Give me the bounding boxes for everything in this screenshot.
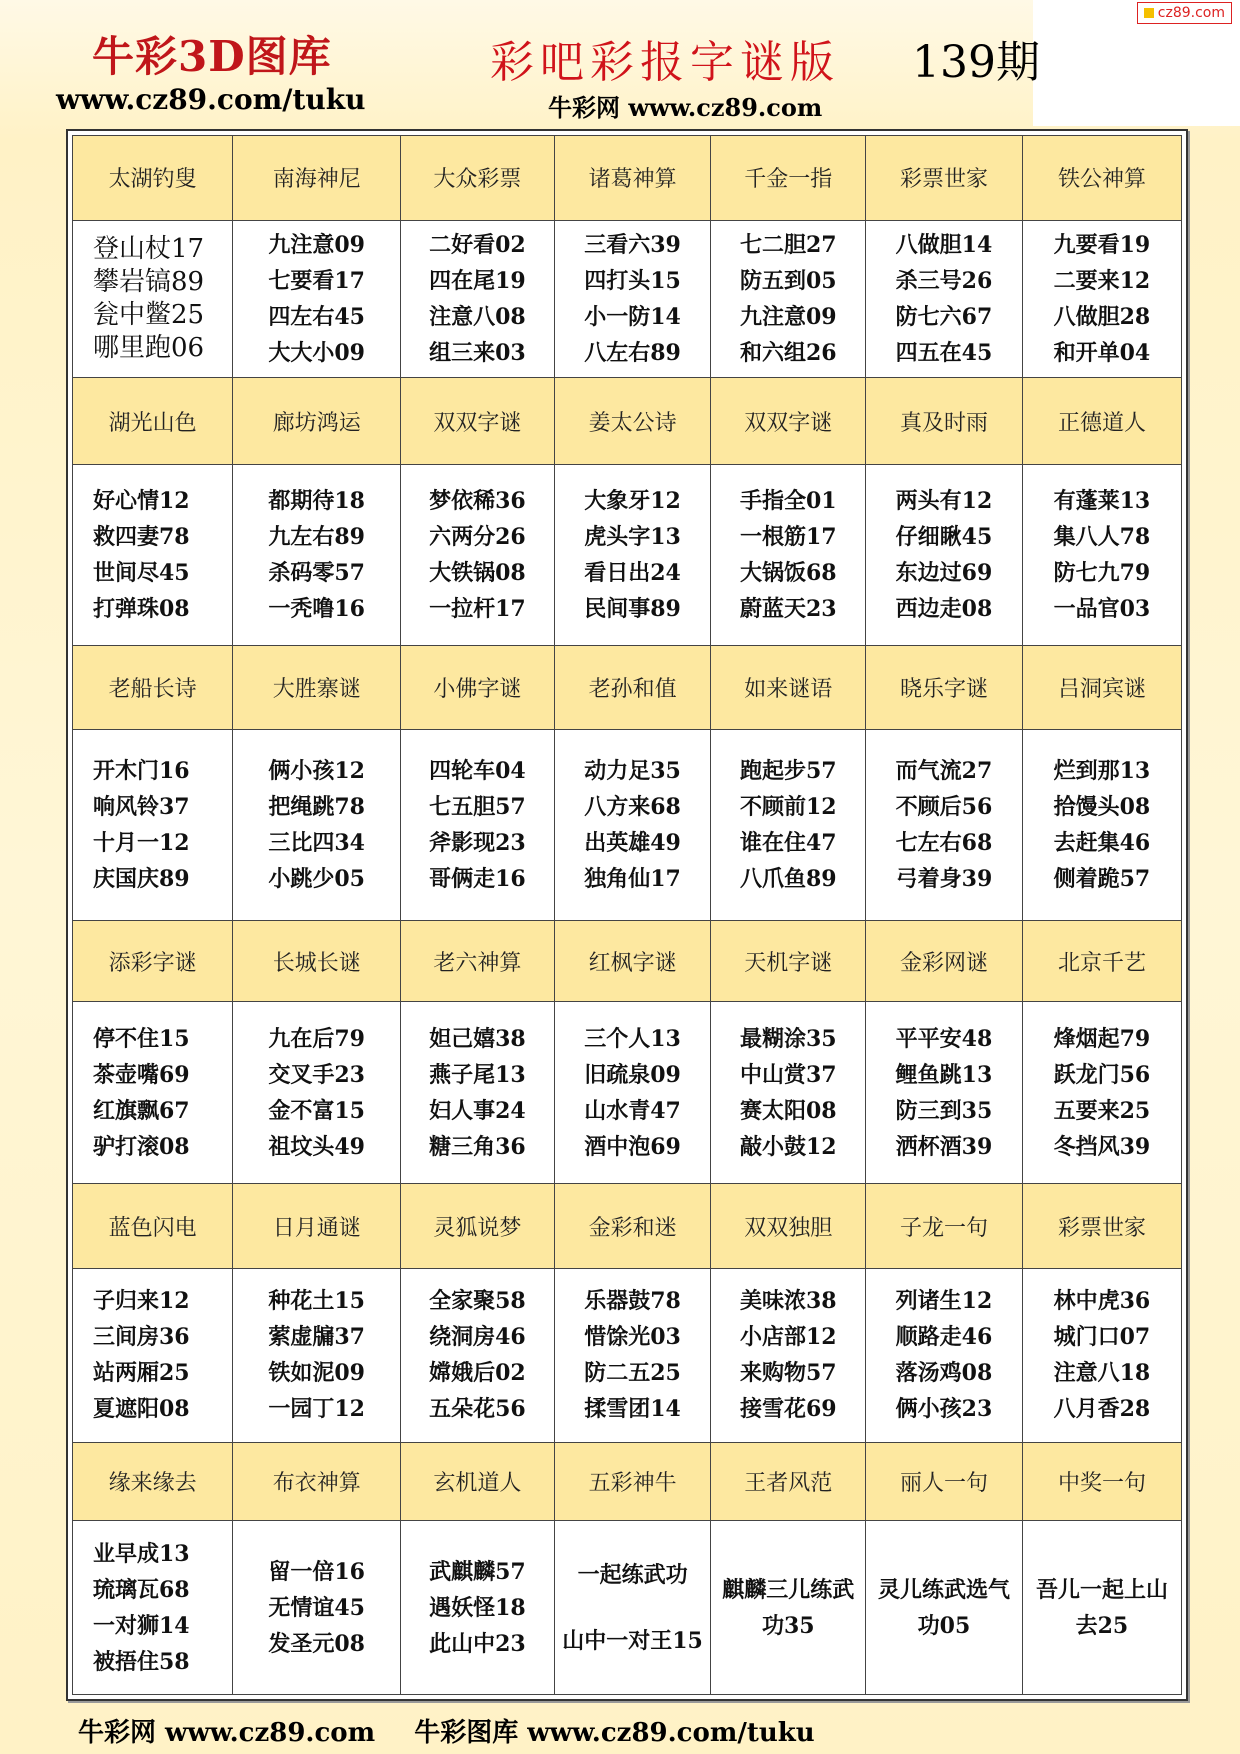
riddle-cell — [866, 465, 1023, 645]
riddle-line: 最糊涂35 — [739, 1025, 837, 1052]
footer-right-link[interactable]: 牛彩图库 www.cz89.com/tuku — [414, 1718, 815, 1748]
riddle-line: 一根筋17 — [739, 523, 837, 550]
riddle-row — [73, 1521, 1182, 1695]
riddle-line: 十月一12 — [93, 830, 190, 857]
column-header: 北京千艺 — [1022, 921, 1181, 1001]
column-header: 小佛字谜 — [401, 645, 554, 730]
riddle-line: 四打头15 — [584, 267, 681, 294]
riddle-cell — [554, 1269, 711, 1443]
column-header: 千金一指 — [711, 136, 866, 221]
riddle-line: 站两厢25 — [93, 1360, 190, 1387]
riddle-line: 仔细瞅45 — [895, 523, 993, 550]
riddle-line: 不顾前12 — [739, 794, 837, 821]
column-header: 湖光山色 — [73, 378, 233, 465]
riddle-line: 三看六39 — [584, 231, 681, 258]
brand-url[interactable]: www.cz89.com/tuku — [56, 83, 366, 116]
riddle-line: 一品官03 — [1053, 595, 1151, 622]
riddle-cell — [401, 1521, 554, 1695]
column-header: 五彩神牛 — [554, 1442, 711, 1520]
column-header: 太湖钓叟 — [73, 136, 233, 221]
riddle-line: 大大小09 — [268, 339, 365, 366]
riddle-cell — [866, 1521, 1023, 1695]
riddle-cell — [73, 1001, 233, 1184]
riddle-line: 开木门16 — [93, 758, 190, 785]
riddle-cell — [401, 465, 554, 645]
riddle-line: 业早成13 — [93, 1540, 190, 1567]
riddle-cell — [554, 730, 711, 921]
riddle-line: 谁在住47 — [739, 830, 837, 857]
riddle-line: 交叉手23 — [268, 1061, 365, 1088]
riddle-line: 嫦娥后02 — [429, 1360, 526, 1387]
riddle-line: 四五在45 — [895, 339, 993, 366]
riddle-line: 打弹珠08 — [93, 595, 190, 622]
riddle-cell — [711, 1521, 866, 1695]
column-header: 天机字谜 — [711, 921, 866, 1001]
riddle-line: 城门口07 — [1053, 1324, 1151, 1351]
riddle-line: 列诸生12 — [895, 1288, 993, 1315]
header-row — [73, 645, 1182, 730]
riddle-line: 八爪鱼89 — [739, 866, 837, 893]
column-header: 添彩字谜 — [73, 921, 233, 1001]
riddle-line: 大象牙12 — [584, 487, 681, 514]
riddle-line: 有蓬莱13 — [1053, 487, 1151, 514]
riddle-table — [72, 135, 1182, 1695]
riddle-line: 敲小鼓12 — [739, 1133, 837, 1160]
riddle-line: 瓮中鳖25 — [93, 299, 205, 330]
riddle-cell — [233, 730, 401, 921]
riddle-line: 铁如泥09 — [268, 1360, 365, 1387]
riddle-line: 和六组26 — [739, 339, 837, 366]
riddle-line: 揉雪团14 — [584, 1396, 681, 1423]
riddle-line: 三比四34 — [268, 830, 365, 857]
riddle-line: 一起练武功 — [577, 1561, 688, 1588]
riddle-line: 烽烟起79 — [1053, 1025, 1151, 1052]
riddle-line: 杀三号26 — [895, 267, 993, 294]
column-header: 正德道人 — [1022, 378, 1181, 465]
riddle-line: 九在后79 — [268, 1025, 365, 1052]
riddle-cell — [1022, 220, 1181, 378]
column-header: 金彩网谜 — [866, 921, 1023, 1001]
riddle-line: 九注意09 — [739, 303, 837, 330]
column-header: 彩票世家 — [1022, 1184, 1181, 1269]
column-header: 南海神尼 — [233, 136, 401, 221]
riddle-line: 和开单04 — [1053, 339, 1151, 366]
riddle-cell — [554, 220, 711, 378]
riddle-line: 来购物57 — [739, 1360, 837, 1387]
riddle-row — [73, 1001, 1182, 1184]
riddle-line: 九要看19 — [1053, 231, 1151, 258]
column-header: 姜太公诗 — [554, 378, 711, 465]
column-header: 长城长谜 — [233, 921, 401, 1001]
riddle-line: 旧疏泉09 — [584, 1061, 681, 1088]
riddle-line: 三间房36 — [93, 1324, 190, 1351]
riddle-line: 遇妖怪18 — [429, 1594, 526, 1621]
riddle-line: 茶壶嘴69 — [93, 1061, 190, 1088]
riddle-line: 留一倍16 — [268, 1558, 365, 1585]
riddle-line: 七要看17 — [268, 267, 365, 294]
riddle-line: 山水青47 — [584, 1097, 681, 1124]
riddle-line: 防五到05 — [739, 267, 837, 294]
riddle-line: 俩小孩23 — [895, 1396, 993, 1423]
riddle-cell — [233, 1269, 401, 1443]
riddle-table-frame — [66, 129, 1188, 1701]
riddle-line: 哪里跑06 — [93, 332, 205, 363]
column-header: 布衣神算 — [233, 1442, 401, 1520]
header-row — [73, 378, 1182, 465]
riddle-cell — [1022, 1521, 1181, 1695]
riddle-cell — [711, 730, 866, 921]
header-row — [73, 1184, 1182, 1269]
column-header: 晓乐字谜 — [866, 645, 1023, 730]
riddle-line: 无情谊45 — [268, 1594, 365, 1621]
brand-title: 牛彩3D图库 — [92, 32, 332, 81]
riddle-line: 祖坟头49 — [268, 1133, 365, 1160]
riddle-line: 接雪花69 — [739, 1396, 837, 1423]
riddle-line: 俩小孩12 — [268, 758, 365, 785]
riddle-line: 一对狮14 — [93, 1612, 190, 1639]
column-header: 玄机道人 — [401, 1442, 554, 1520]
sub-url[interactable]: 牛彩网 www.cz89.com — [548, 93, 823, 122]
riddle-cell — [554, 465, 711, 645]
riddle-line: 东边过69 — [895, 559, 993, 586]
riddle-line: 杀码零57 — [268, 559, 365, 586]
header-row — [73, 1442, 1182, 1520]
riddle-line: 民间事89 — [584, 595, 681, 622]
riddle-line: 乐器鼓78 — [584, 1288, 681, 1315]
riddle-line: 赛太阳08 — [739, 1097, 837, 1124]
column-header: 诸葛神算 — [554, 136, 711, 221]
riddle-line: 七二胆27 — [739, 231, 837, 258]
riddle-line: 八月香28 — [1053, 1396, 1151, 1423]
riddle-cell — [401, 1269, 554, 1443]
riddle-line: 二要来12 — [1053, 267, 1151, 294]
riddle-cell — [401, 1001, 554, 1184]
riddle-line: 都期待18 — [268, 487, 365, 514]
riddle-line: 山中一对王15 — [562, 1627, 703, 1654]
riddle-cell — [1022, 1269, 1181, 1443]
riddle-line: 西边走08 — [895, 595, 993, 622]
header-row — [73, 921, 1182, 1001]
riddle-line: 七左右68 — [895, 830, 993, 857]
column-header: 大胜寨谜 — [233, 645, 401, 730]
column-header: 双双字谜 — [401, 378, 554, 465]
riddle-line: 哥俩走16 — [429, 866, 526, 893]
column-header: 真及时雨 — [866, 378, 1023, 465]
column-header: 中奖一句 — [1022, 1442, 1181, 1520]
riddle-line: 发圣元08 — [268, 1630, 365, 1657]
riddle-line: 鲤鱼跳13 — [895, 1061, 993, 1088]
riddle-line: 两头有12 — [895, 487, 993, 514]
riddle-line: 一拉杆17 — [429, 595, 526, 622]
riddle-line: 妲己嬉38 — [429, 1025, 526, 1052]
riddle-line: 注意八08 — [429, 303, 526, 330]
riddle-line: 麒麟三儿练武功35 — [722, 1576, 855, 1639]
riddle-line: 惜馀光03 — [584, 1324, 681, 1351]
edition-title: 彩吧彩报字谜版 — [490, 37, 840, 88]
riddle-line: 子归来12 — [93, 1288, 190, 1315]
riddle-line: 不顾后56 — [895, 794, 993, 821]
riddle-gap — [555, 1593, 711, 1623]
riddle-cell — [711, 1269, 866, 1443]
riddle-line: 跃龙门56 — [1053, 1061, 1151, 1088]
riddle-cell — [233, 220, 401, 378]
riddle-line: 出英雄49 — [584, 830, 681, 857]
top-right-blank — [1033, 0, 1240, 126]
riddle-line: 动力足35 — [584, 758, 681, 785]
riddle-cell — [233, 465, 401, 645]
footer — [78, 1712, 845, 1749]
riddle-cell — [401, 220, 554, 378]
column-header: 如来谜语 — [711, 645, 866, 730]
column-header: 双双独胆 — [711, 1184, 866, 1269]
column-header: 吕洞宾谜 — [1022, 645, 1181, 730]
riddle-line: 萦虚牖37 — [268, 1324, 365, 1351]
riddle-line: 夏遮阳08 — [93, 1396, 190, 1423]
riddle-line: 此山中23 — [429, 1630, 526, 1657]
riddle-cell — [73, 1521, 233, 1695]
riddle-line: 登山杖17 — [93, 233, 205, 264]
riddle-line: 拾馒头08 — [1053, 794, 1151, 821]
logo-square-icon — [1144, 8, 1154, 18]
riddle-cell — [866, 1001, 1023, 1184]
riddle-line: 平平安48 — [895, 1025, 993, 1052]
riddle-line: 防七六67 — [895, 303, 993, 330]
riddle-line: 四在尾19 — [429, 267, 526, 294]
column-header: 红枫字谜 — [554, 921, 711, 1001]
riddle-line: 防七九79 — [1053, 559, 1151, 586]
riddle-cell — [1022, 465, 1181, 645]
column-header: 大众彩票 — [401, 136, 554, 221]
riddle-line: 跑起步57 — [739, 758, 837, 785]
riddle-cell — [711, 1001, 866, 1184]
column-header: 缘来缘去 — [73, 1442, 233, 1520]
riddle-line: 攀岩镐89 — [93, 266, 205, 297]
riddle-line: 组三来03 — [429, 339, 526, 366]
riddle-line: 小店部12 — [739, 1324, 837, 1351]
riddle-line: 庆国庆89 — [93, 866, 190, 893]
riddle-line: 斧影现23 — [429, 830, 526, 857]
riddle-line: 烂到那13 — [1053, 758, 1151, 785]
riddle-line: 四左右45 — [268, 303, 365, 330]
riddle-line: 七五胆57 — [429, 794, 526, 821]
riddle-line: 八左右89 — [584, 339, 681, 366]
riddle-line: 一秃噜16 — [268, 595, 365, 622]
riddle-line: 三个人13 — [584, 1025, 681, 1052]
riddle-row — [73, 220, 1182, 378]
riddle-line: 顺路走46 — [895, 1324, 993, 1351]
riddle-cell — [73, 730, 233, 921]
riddle-cell — [73, 220, 233, 378]
column-header: 老孙和值 — [554, 645, 711, 730]
riddle-line: 中山赏37 — [739, 1061, 837, 1088]
column-header: 老船长诗 — [73, 645, 233, 730]
riddle-line: 糖三角36 — [429, 1133, 526, 1160]
riddle-line: 金不富15 — [268, 1097, 365, 1124]
riddle-cell — [1022, 1001, 1181, 1184]
riddle-line: 洒杯酒39 — [895, 1133, 993, 1160]
riddle-line: 被捂住58 — [93, 1648, 190, 1675]
riddle-line: 救四妻78 — [93, 523, 190, 550]
riddle-line: 把绳跳78 — [268, 794, 365, 821]
riddle-cell — [1022, 730, 1181, 921]
riddle-cell — [233, 1521, 401, 1695]
riddle-line: 灵儿练武选气功05 — [877, 1576, 1010, 1639]
riddle-line: 世间尽45 — [93, 559, 190, 586]
riddle-line: 燕子尾13 — [429, 1061, 526, 1088]
column-header: 铁公神算 — [1022, 136, 1181, 221]
riddle-row — [73, 730, 1182, 921]
riddle-line: 一园丁12 — [268, 1396, 365, 1423]
riddle-line: 五朵花56 — [429, 1396, 526, 1423]
issue-number: 139期 — [912, 37, 1040, 88]
riddle-line: 八做胆28 — [1053, 303, 1151, 330]
riddle-line: 弓着身39 — [895, 866, 993, 893]
riddle-line: 蔚蓝天23 — [739, 595, 837, 622]
column-header: 双双字谜 — [711, 378, 866, 465]
riddle-cell — [866, 220, 1023, 378]
riddle-line: 响风铃37 — [93, 794, 190, 821]
riddle-line: 独角仙17 — [584, 866, 681, 893]
riddle-line: 而气流27 — [895, 758, 993, 785]
riddle-cell — [866, 1269, 1023, 1443]
riddle-line: 九注意09 — [268, 231, 365, 258]
riddle-line: 四轮车04 — [429, 758, 526, 785]
riddle-line: 九左右89 — [268, 523, 365, 550]
column-header: 蓝色闪电 — [73, 1184, 233, 1269]
riddle-line: 妇人事24 — [429, 1097, 526, 1124]
header-row — [73, 136, 1182, 221]
riddle-line: 小一防14 — [584, 303, 681, 330]
riddle-line: 大铁锅08 — [429, 559, 526, 586]
column-header: 王者风范 — [711, 1442, 866, 1520]
riddle-line: 梦依稀36 — [429, 487, 526, 514]
riddle-cell — [866, 730, 1023, 921]
riddle-line: 好心情12 — [93, 487, 190, 514]
column-header: 彩票世家 — [866, 136, 1023, 221]
column-header: 丽人一句 — [866, 1442, 1023, 1520]
riddle-line: 酒中泡69 — [584, 1133, 681, 1160]
riddle-line: 虎头字13 — [584, 523, 681, 550]
riddle-row — [73, 465, 1182, 645]
riddle-line: 武麒麟57 — [429, 1558, 526, 1585]
riddle-line: 看日出24 — [584, 559, 681, 586]
riddle-line: 红旗飘67 — [93, 1097, 190, 1124]
riddle-line: 手指全01 — [739, 487, 837, 514]
riddle-line: 侧着跪57 — [1053, 866, 1151, 893]
riddle-cell — [73, 1269, 233, 1443]
column-header: 子龙一句 — [866, 1184, 1023, 1269]
footer-left-link[interactable]: 牛彩网 www.cz89.com — [78, 1718, 376, 1748]
riddle-cell — [711, 220, 866, 378]
riddle-line: 小跳少05 — [268, 866, 365, 893]
riddle-line: 去赶集46 — [1053, 830, 1151, 857]
riddle-cell — [554, 1521, 711, 1695]
riddle-line: 八做胆14 — [895, 231, 993, 258]
riddle-line: 落汤鸡08 — [895, 1360, 993, 1387]
riddle-line: 吾儿一起上山去25 — [1035, 1576, 1168, 1639]
corner-logo[interactable] — [1137, 2, 1232, 24]
riddle-line: 绕洞房46 — [429, 1324, 526, 1351]
riddle-line: 五要来25 — [1053, 1097, 1151, 1124]
riddle-line: 二好看02 — [429, 231, 526, 258]
riddle-cell — [73, 465, 233, 645]
riddle-line: 八方来68 — [584, 794, 681, 821]
riddle-line: 停不住15 — [93, 1025, 190, 1052]
corner-logo-text: cz89.com — [1157, 5, 1225, 21]
riddle-line: 注意八18 — [1053, 1360, 1151, 1387]
column-header: 廊坊鸿运 — [233, 378, 401, 465]
riddle-line: 全家聚58 — [429, 1288, 526, 1315]
column-header: 老六神算 — [401, 921, 554, 1001]
column-header: 金彩和迷 — [554, 1184, 711, 1269]
riddle-cell — [233, 1001, 401, 1184]
riddle-line: 六两分26 — [429, 523, 526, 550]
riddle-line: 林中虎36 — [1053, 1288, 1151, 1315]
riddle-line: 美味浓38 — [739, 1288, 837, 1315]
column-header: 灵狐说梦 — [401, 1184, 554, 1269]
riddle-row — [73, 1269, 1182, 1443]
riddle-cell — [711, 465, 866, 645]
riddle-line: 驴打滚08 — [93, 1133, 190, 1160]
riddle-cell — [554, 1001, 711, 1184]
riddle-line: 防三到35 — [895, 1097, 993, 1124]
riddle-line: 种花土15 — [268, 1288, 365, 1315]
riddle-line: 大锅饭68 — [739, 559, 837, 586]
riddle-line: 集八人78 — [1053, 523, 1151, 550]
column-header: 日月通谜 — [233, 1184, 401, 1269]
riddle-line: 冬挡风39 — [1053, 1133, 1151, 1160]
riddle-cell — [401, 730, 554, 921]
riddle-line: 防二五25 — [584, 1360, 681, 1387]
riddle-line: 琉璃瓦68 — [93, 1576, 190, 1603]
